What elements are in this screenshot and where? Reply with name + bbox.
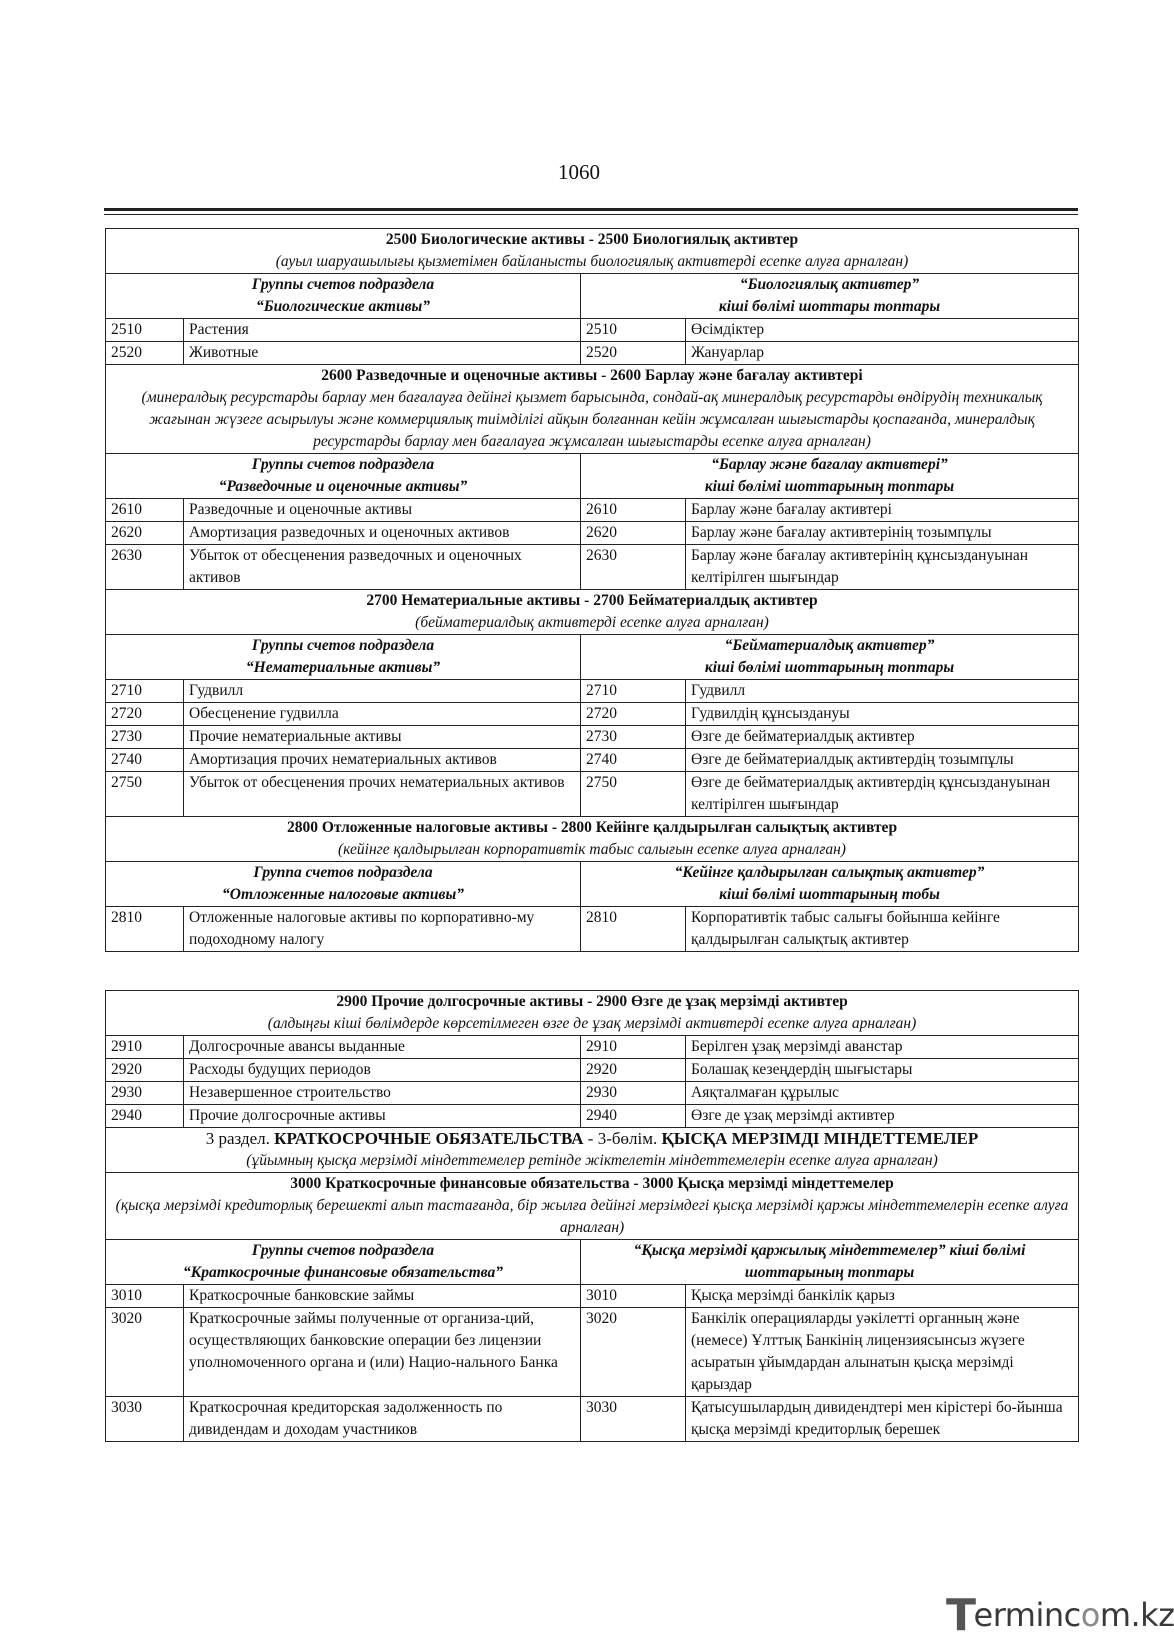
account-code-kz: 2620 [581, 522, 686, 545]
account-name-kz: Гудвилл [686, 680, 1079, 703]
table-row [106, 1308, 1079, 1397]
section-3000-group-kz [581, 1240, 1079, 1285]
group-label: Группы счетов подраздела [251, 637, 435, 654]
account-code-ru: 2710 [106, 680, 184, 703]
account-name-kz: Өзге де бейматериалдық активтердің тозымпұлы [686, 749, 1079, 772]
section-2800-group-row [106, 862, 1079, 907]
header-rule-thick [104, 208, 1078, 211]
account-name-ru: Амортизация прочих нематериальных активов [184, 749, 581, 772]
account-name-kz: Барлау және бағалау активтерінің құнсыздануынан келтірілген шығындар [686, 545, 1079, 590]
section-2500-note: (ауыл шаруашылығы қызметімен байланысты биологиялық активтерді есепке алуға арналған) [275, 253, 909, 270]
section-2500-group-row [106, 274, 1079, 319]
account-code-kz: 2750 [581, 772, 686, 817]
account-name-ru: Отложенные налоговые активы по корпоративно-му подоходному налогу [184, 907, 581, 952]
account-code-kz: 2520 [581, 342, 686, 365]
group-label: “Разведочные и оценочные активы” [218, 478, 468, 495]
section-2600-title: 2600 Разведочные и оценочные активы - 2600 Барлау және бағалау активтері [321, 367, 863, 384]
accounts-table-upper [105, 228, 1079, 952]
group-label: кіші бөлімі шоттарының топтары [704, 659, 955, 676]
account-name-ru: Прочие нематериальные активы [184, 726, 581, 749]
section-3000-group-ru [106, 1240, 581, 1285]
table-row [106, 1036, 1079, 1059]
group-label: кіші бөлімі шоттарының топтары [704, 478, 955, 495]
account-code-ru: 2740 [106, 749, 184, 772]
table-row [106, 342, 1079, 365]
part3-header-row [106, 1128, 1079, 1173]
account-code-kz: 2940 [581, 1105, 686, 1128]
account-name-kz: Өзге де бейматериалдық активтердің құнсыздануынан келтірілген шығындар [686, 772, 1079, 817]
account-name-ru: Животные [184, 342, 581, 365]
termincom-logo: Termincom.kz [946, 1590, 1174, 1641]
section-2800-note: (кейінге қалдырылған корпоративтік табыс салығын есепке алуға арналған) [338, 841, 846, 858]
account-code-ru: 3010 [106, 1285, 184, 1308]
account-name-ru: Амортизация разведочных и оценочных активов [184, 522, 581, 545]
table-row [106, 319, 1079, 342]
table-row [106, 1105, 1079, 1128]
section-2800-header [106, 817, 1079, 862]
account-name-ru: Незавершенное строительство [184, 1082, 581, 1105]
account-name-ru: Растения [184, 319, 581, 342]
section-2500-group-ru [106, 274, 581, 319]
account-code-ru: 2520 [106, 342, 184, 365]
section-2600-group-ru [106, 454, 581, 499]
table-row [106, 703, 1079, 726]
section-2900-note: (алдыңғы кіші бөлімдерде көрсетілмеген өзге де ұзақ мерзімді активтерді есепке алуға арналған) [267, 1015, 917, 1032]
account-name-kz: Берілген ұзақ мерзімді аванстар [686, 1036, 1079, 1059]
part3-title-kz: ҚЫСҚА МЕРЗІМДІ МІНДЕТТЕМЕЛЕР [661, 1129, 979, 1148]
section-2900-header [106, 991, 1079, 1036]
page-number: 1060 [558, 160, 600, 184]
account-name-kz: Банкілік операцияларды уәкілетті органның және (немесе) Ұлттық Банкінің лицензиясынсыз жүзеге асыратын ұйымдардан алынатын қысқа мерзімді қарыздар [686, 1308, 1079, 1397]
table-row [106, 1059, 1079, 1082]
account-code-kz: 3030 [581, 1397, 686, 1442]
section-3000-group-row [106, 1240, 1079, 1285]
account-name-kz: Аяқталмаған құрылыс [686, 1082, 1079, 1105]
table-row [106, 522, 1079, 545]
account-code-ru: 2620 [106, 522, 184, 545]
part3-separator: - 3-бөлім. [583, 1129, 658, 1148]
account-code-ru: 2610 [106, 499, 184, 522]
table-row [106, 726, 1079, 749]
account-name-kz: Өзге де бейматериалдық активтер [686, 726, 1079, 749]
account-name-ru: Краткосрочные займы полученные от организа-ций, осуществляющих банковские операции без лицензии уполномоченного органа и (или) Нацио-нального Банка [184, 1308, 581, 1397]
account-name-ru: Краткосрочная кредиторская задолженность по дивидендам и доходам участников [184, 1397, 581, 1442]
header-rule-thin [104, 214, 1078, 215]
group-label: “Барлау және бағалау активтері” [711, 456, 948, 473]
section-2900-header-row [106, 991, 1079, 1036]
section-2700-note: (бейматериалдық активтерді есепке алуға арналған) [415, 614, 769, 631]
account-name-kz: Қатысушылардың дивидендтері мен кірістері бо-йынша қысқа мерзімді кредиторлық берешек [686, 1397, 1079, 1442]
account-name-ru: Гудвилл [184, 680, 581, 703]
account-name-ru: Краткосрочные банковские займы [184, 1285, 581, 1308]
section-3000-header-row [106, 1173, 1079, 1240]
account-code-kz: 3020 [581, 1308, 686, 1397]
section-2700-title: 2700 Нематериальные активы - 2700 Бейматериалдық активтер [366, 592, 818, 609]
accounts-table-lower [105, 990, 1079, 1442]
account-code-ru: 2810 [106, 907, 184, 952]
part3-prefix: 3 раздел. [205, 1129, 270, 1148]
account-code-kz: 2930 [581, 1082, 686, 1105]
table-row [106, 772, 1079, 817]
group-label: “Нематериальные активы” [245, 659, 441, 676]
group-label: “Қысқа мерзімді қаржылық міндеттемелер” кіші бөлімі [633, 1242, 1026, 1259]
account-name-kz: Жануарлар [686, 342, 1079, 365]
group-label: “Бейматериалдық активтер” [724, 637, 935, 654]
account-name-ru: Расходы будущих периодов [184, 1059, 581, 1082]
account-code-ru: 2510 [106, 319, 184, 342]
section-2800-group-ru [106, 862, 581, 907]
section-2500-header [106, 229, 1079, 274]
account-name-kz: Корпоративтік табыс салығы бойынша кейінге қалдырылған салықтық активтер [686, 907, 1079, 952]
section-2600-header-row [106, 365, 1079, 454]
account-code-ru: 3020 [106, 1308, 184, 1397]
account-name-kz: Болашақ кезеңдердің шығыстары [686, 1059, 1079, 1082]
account-name-ru: Убыток от обесценения разведочных и оценочных активов [184, 545, 581, 590]
section-2500-title: 2500 Биологические активы - 2500 Биологиялық активтер [385, 231, 799, 248]
group-label: “Кейінге қалдырылған салықтық активтер” [674, 864, 985, 881]
group-label: кіші бөлімі шоттары топтары [718, 298, 941, 315]
section-2700-group-kz [581, 635, 1079, 680]
section-3000-title: 3000 Краткосрочные финансовые обязательства - 3000 Қысқа мерзімді міндеттемелер [290, 1175, 894, 1192]
account-code-ru: 2750 [106, 772, 184, 817]
group-label: “Краткосрочные финансовые обязательства” [183, 1264, 503, 1281]
section-2500-group-kz [581, 274, 1079, 319]
group-label: шоттарының топтары [744, 1264, 915, 1281]
account-code-ru: 2920 [106, 1059, 184, 1082]
group-label: Группы счетов подраздела [251, 1242, 435, 1259]
account-code-kz: 2810 [581, 907, 686, 952]
section-2500-header-row [106, 229, 1079, 274]
section-2700-group-ru [106, 635, 581, 680]
account-code-ru: 2930 [106, 1082, 184, 1105]
account-code-kz: 2910 [581, 1036, 686, 1059]
account-name-ru: Разведочные и оценочные активы [184, 499, 581, 522]
account-name-kz: Өсімдіктер [686, 319, 1079, 342]
account-code-ru: 2940 [106, 1105, 184, 1128]
section-2800-group-kz [581, 862, 1079, 907]
account-code-kz: 2730 [581, 726, 686, 749]
account-name-ru: Прочие долгосрочные активы [184, 1105, 581, 1128]
account-name-kz: Барлау және бағалау активтері [686, 499, 1079, 522]
account-name-kz: Қысқа мерзімді банкілік қарыз [686, 1285, 1079, 1308]
section-2800-title: 2800 Отложенные налоговые активы - 2800 Кейінге қалдырылған салықтық активтер [286, 819, 898, 836]
group-label: Группы счетов подраздела [251, 276, 435, 293]
account-name-ru: Убыток от обесценения прочих нематериальных активов [184, 772, 581, 817]
account-name-ru: Обесценение гудвилла [184, 703, 581, 726]
table-row [106, 907, 1079, 952]
section-2900-title: 2900 Прочие долгосрочные активы - 2900 Өзге де ұзақ мерзімді активтер [336, 993, 848, 1010]
group-label: “Отложенные налоговые активы” [222, 886, 464, 903]
account-code-kz: 3010 [581, 1285, 686, 1308]
account-code-ru: 2910 [106, 1036, 184, 1059]
part3-note: (ұйымның қысқа мерзімді міндеттемелер ретінде жіктелетін міндеттемелерін есепке алуға арналған) [246, 1152, 938, 1169]
account-name-ru: Долгосрочные авансы выданные [184, 1036, 581, 1059]
account-code-ru: 2630 [106, 545, 184, 590]
section-2800-header-row [106, 817, 1079, 862]
part3-title-line [111, 1128, 1073, 1150]
table-row [106, 545, 1079, 590]
account-name-kz: Барлау және бағалау активтерінің тозымпұлы [686, 522, 1079, 545]
account-code-ru: 2730 [106, 726, 184, 749]
account-name-kz: Гудвилдің құнсыздануы [686, 703, 1079, 726]
table-row [106, 1285, 1079, 1308]
section-2600-note: (минералдық ресурстарды барлау мен бағалауға дейінгі қызмет барысында, сондай-ақ минералдық ресурстарды өндірудің техникалық жағынан жүзеге асырылуы және коммерциялық тиімділігі айқын болғаннан кейін жұмсалған шығыстарды қоспағанда, минералдық ресурстарды барлау мен бағалауға жұмсалған шығыстарды есепке алуға арналған) [141, 389, 1043, 450]
account-code-kz: 2630 [581, 545, 686, 590]
part3-title-ru: КРАТКОСРОЧНЫЕ ОБЯЗАТЕЛЬСТВА [274, 1129, 584, 1148]
table-row [106, 680, 1079, 703]
section-2700-header-row [106, 590, 1079, 635]
group-label: “Биологиялық активтер” [739, 276, 920, 293]
account-code-kz: 2710 [581, 680, 686, 703]
part3-header [106, 1128, 1079, 1173]
group-label: “Биологические активы” [255, 298, 431, 315]
group-label: Группа счетов подраздела [253, 864, 433, 881]
section-2700-header [106, 590, 1079, 635]
group-label: кіші бөлімі шоттарының тобы [719, 886, 940, 903]
section-2700-group-row [106, 635, 1079, 680]
table-row [106, 1397, 1079, 1442]
account-code-kz: 2920 [581, 1059, 686, 1082]
table-row [106, 749, 1079, 772]
section-3000-note: (қысқа мерзімді кредиторлық берешекті алып тастағанда, бір жылға дейінгі мерзімдегі қысқа мерзімді қаржы міндеттемелерін есепке алуға арналған) [115, 1197, 1069, 1236]
section-2600-group-kz [581, 454, 1079, 499]
section-3000-header [106, 1173, 1079, 1240]
account-code-ru: 2720 [106, 703, 184, 726]
account-code-kz: 2610 [581, 499, 686, 522]
account-code-kz: 2740 [581, 749, 686, 772]
account-code-kz: 2720 [581, 703, 686, 726]
section-2600-group-row [106, 454, 1079, 499]
table-row [106, 499, 1079, 522]
account-name-kz: Өзге де ұзақ мерзімді активтер [686, 1105, 1079, 1128]
section-2600-header [106, 365, 1079, 454]
account-code-ru: 3030 [106, 1397, 184, 1442]
group-label: Группы счетов подраздела [251, 456, 435, 473]
account-code-kz: 2510 [581, 319, 686, 342]
table-row [106, 1082, 1079, 1105]
